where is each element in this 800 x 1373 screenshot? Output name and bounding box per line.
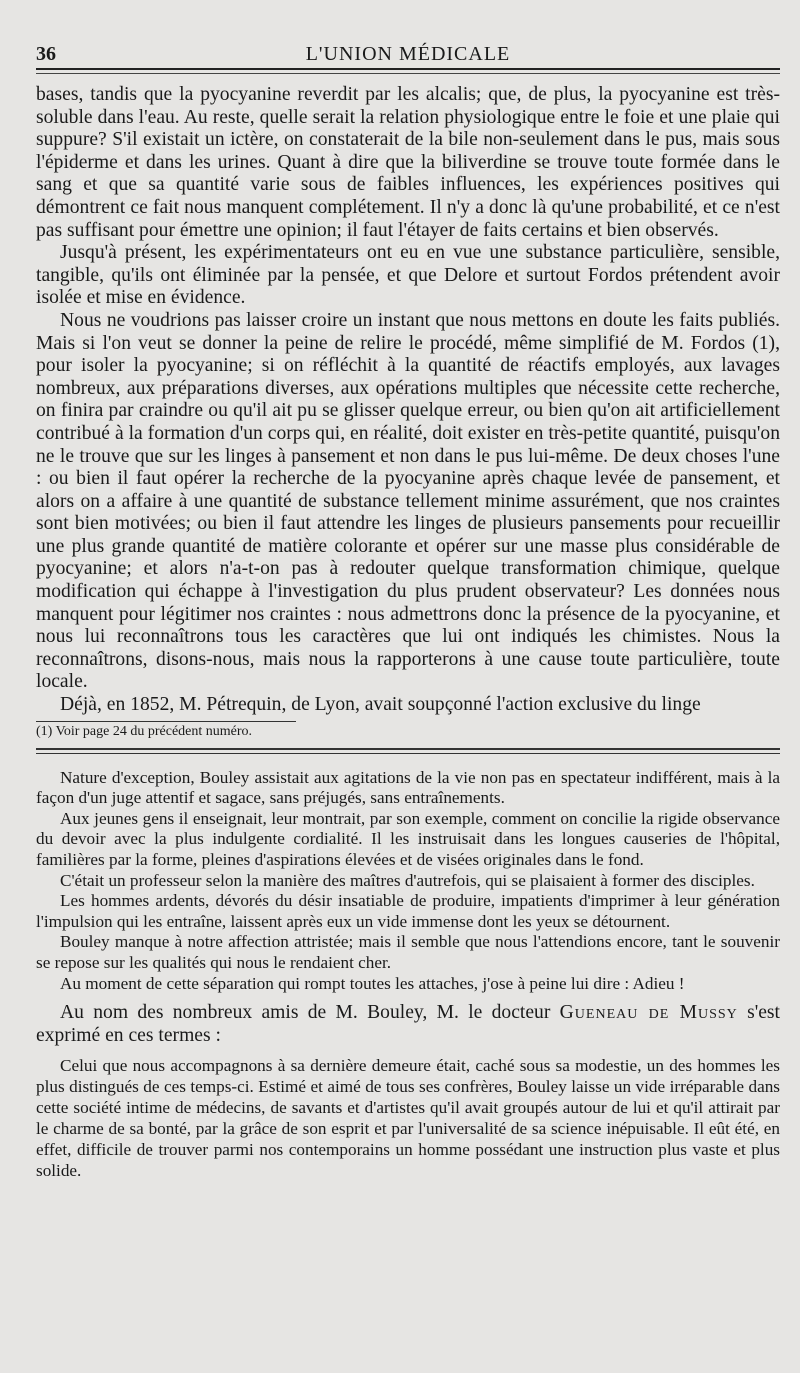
- main-article: [36, 84, 780, 740]
- paragraph: bases, tandis que la pyocyanine reverdit par les alcalis; que, de plus, la pyocyanine est très-soluble dans l'eau. Au reste, quelle serait la relation physiologique entre le foie et une plaie qui suppure? S'il existait un ictère, on constaterait de la bile non-seulement dans le pus, mais sous l'épiderme et dans les urines. Quant à dire que la biliverdine se trouve toute formée dans le sang et que sa quantité varie sous de faibles influences, les expériences positives qui démontrent ce fait nous manquent complétement. Il n'y a donc là qu'une probabilité, et ce n'est pas suffisant pour émettre une opinion; il faut l'étayer de faits certains et bien observés.: [36, 84, 780, 241]
- footnote: (1) Voir page 24 du précédent numéro.: [36, 723, 253, 739]
- footnote-rule: [36, 721, 296, 722]
- page-header: [36, 28, 780, 70]
- feuilleton-paragraph: Nature d'exception, Bouley assistait aux agitations de la vie non pas en spectateur indifférent, mais à la façon d'un juge attentif et sagace, sans préjugés, sans entraînements.: [36, 767, 780, 808]
- page-number: 36: [36, 43, 56, 65]
- feuilleton-paragraph: Aux jeunes gens il enseignait, leur montrait, par son exemple, comment on concilie la rigide observance du devoir avec la plus indulgente cordialité. Il les instruisait dans les longues causeries de l'hôpital, familières par la forme, pleines d'aspirations élevées et de visées originales dans le fond.: [36, 808, 780, 869]
- feuilleton-paragraph: C'était un professeur selon la manière des maîtres d'autrefois, qui se plaisaient à former des disciples.: [60, 870, 755, 890]
- feuilleton-paragraph: Au moment de cette séparation qui rompt toutes les attaches, j'ose à peine lui dire : Adieu !: [60, 973, 685, 993]
- speech-intro-text: Au nom des nombreux amis de M. Bouley, M. le docteur: [60, 1002, 560, 1024]
- running-title: L'UNION MÉDICALE: [305, 43, 511, 65]
- feuilleton-separator: [36, 748, 780, 750]
- paragraph: Déjà, en 1852, M. Pétrequin, de Lyon, avait soupçonné l'action exclusive du linge: [60, 694, 701, 716]
- speaker-name: Gueneau de Mussy: [559, 1002, 738, 1024]
- feuilleton-separator-thin: [36, 753, 780, 754]
- feuilleton-paragraph: Bouley manque à notre affection attristée; mais il semble que nous l'attendions encore, tant le souvenir se repose sur les qualités qui nous le rendaient cher.: [36, 932, 780, 972]
- speech-paragraph: Celui que nous accompagnons à sa dernière demeure était, caché sous sa modestie, un des hommes les plus distingués de ces temps-ci. Estimé et aimé de tous ses confrères, Bouley laisse un vide irréparable dans cette société intime de médecins, de savants et d'artistes qu'il avait groupés autour de lui et qu'il attirait par le charme de sa bonté, par la grâce de son esprit et par l'universalité de sa science inépuisable. Il eût été, en effet, difficile de trouver parmi nos contemporains un homme possédant une instruction plus vaste et plus solide.: [36, 1056, 780, 1181]
- speech-intro-end: s'est exprimé en ces termes :: [36, 1002, 780, 1046]
- paragraph: Jusqu'à présent, les expérimentateurs ont eu en vue une substance particulière, sensible, tangible, qu'ils ont éliminée par la pensée, et que Delore et surtout Fordos prétendent avoir isolée et mise en évidence.: [36, 242, 780, 309]
- feuilleton-section: [36, 768, 780, 1182]
- header-rule: [36, 73, 780, 74]
- paragraph: Nous ne voudrions pas laisser croire un instant que nous mettons en doute les faits publiés. Mais si l'on veut se donner la peine de relire le procédé, même simplifié de M. Fordos (1), pour isoler la pyocyanine; si on réfléchit à la quantité de réactifs employés, aux lavages nombreux, aux préparations diverses, aux opérations multiples que nécessite cette recherche, on finira par craindre ou qu'il ait pu se glisser quelque erreur, ou bien qu'on ait artificiellement contribué à la formation d'un corps qui, en réalité, doit exister en très-petite quantité, puisqu'on ne le trouve que sur les linges à pansement et non dans le pus lui-même. De deux choses l'une : ou bien il faut opérer la recherche de la pyocyanine après chaque levée de pansement, et alors on a affaire à une quantité de substance tellement minime assurément, que nos craintes sont bien motivées; ou bien il faut attendre les linges de plusieurs pansements pour recueillir une plus grande quantité de matière colorante et opérer sur une masse plus considérable de pyocyanine; et alors n'a-t-on pas à redouter quelque transformation chimique, quelque modification qui échappe à l'investigation du plus prudent observateur? Les données nous manquent pour légitimer nos craintes : nous admettrons donc la présence de la pyocyanine, et nous lui reconnaîtrons tous les caractères que lui ont indiqués les chimistes. Nous la reconnaîtrons, disons-nous, mais nous la rapporterons à une cause toute particulière, toute locale.: [36, 309, 780, 693]
- feuilleton-paragraph: Les hommes ardents, dévorés du désir insatiable de produire, impatients d'imprimer à leur génération l'impulsion qui les entraîne, laissent après eux un vide immense dont les yeux se détournent.: [36, 891, 780, 931]
- speech-intro: [36, 1002, 780, 1047]
